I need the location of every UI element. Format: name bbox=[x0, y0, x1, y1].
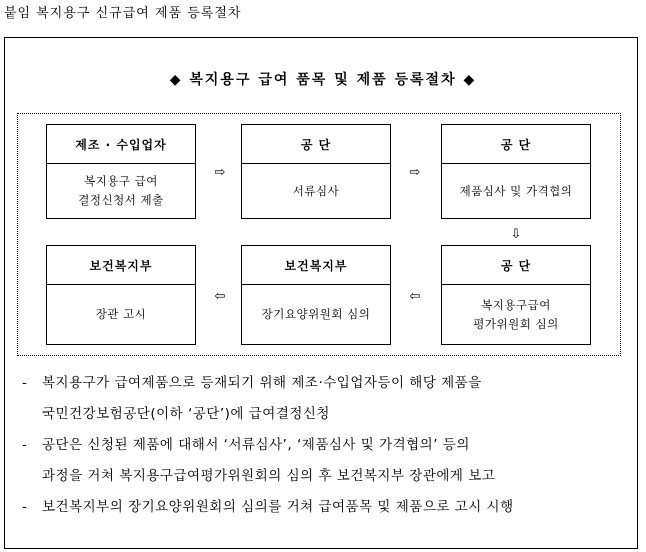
attachment-heading: 붙임 복지용구 신규급여 제품 등록절차 bbox=[4, 6, 242, 21]
step-box-text: 복지용구 급여 bbox=[84, 174, 158, 188]
step-box-head: 보건복지부 bbox=[242, 246, 390, 285]
step-box-head: 보건복지부 bbox=[47, 246, 195, 285]
step-box-text: 장기요양위원회 심의 bbox=[261, 307, 371, 321]
description-text: 보건복지부의 장기요양위원회의 심의를 거쳐 급여품목 및 제품으로 고시 시행 bbox=[42, 499, 514, 515]
description-text: 국민건강보험공단(이하 ‘공단’)에 급여결정신청 bbox=[42, 406, 330, 422]
description-line bbox=[22, 399, 632, 430]
step-box-applicant bbox=[46, 124, 196, 219]
right-arrow-icon: ⇨ bbox=[214, 164, 226, 180]
bullet-dash: - bbox=[22, 437, 28, 453]
bullet-dash: - bbox=[22, 375, 28, 391]
step-box-evaluation-committee bbox=[441, 245, 591, 345]
step-box-document-review bbox=[241, 124, 391, 219]
step-box-text: 결정신청서 제출 bbox=[78, 193, 164, 207]
step-box-head: 공 단 bbox=[242, 125, 390, 164]
step-box-minister-notice bbox=[46, 245, 196, 345]
step-box-text: 제품심사 및 가격협의 bbox=[459, 183, 573, 198]
step-box-text: 복지용구급여 bbox=[481, 297, 551, 312]
step-box-head: 제조 · 수입업자 bbox=[47, 125, 195, 164]
description-item bbox=[22, 430, 632, 492]
description-line bbox=[22, 368, 632, 399]
bullet-dash: - bbox=[22, 499, 28, 515]
description-item bbox=[22, 368, 632, 430]
step-box-body bbox=[442, 285, 590, 344]
description-line bbox=[22, 492, 632, 523]
step-box-body bbox=[242, 285, 390, 344]
description-item bbox=[22, 492, 632, 523]
step-box-text: 서류심사 bbox=[292, 183, 340, 198]
left-arrow-icon: ⇦ bbox=[214, 288, 226, 304]
step-box-body bbox=[47, 164, 195, 218]
left-arrow-icon: ⇦ bbox=[409, 288, 421, 304]
step-box-body bbox=[47, 285, 195, 344]
description-text: 복지용구가 급여제품으로 등재되기 위해 제조·수입업자등이 해당 제품을 bbox=[42, 375, 482, 391]
step-box-body bbox=[442, 164, 590, 218]
step-box-text: 장관 고시 bbox=[95, 307, 147, 321]
description-text: 과정을 거쳐 복지용구급여평가위원회의 심의 후 보건복지부 장관에게 보고 bbox=[42, 468, 496, 484]
step-box-head: 공 단 bbox=[442, 246, 590, 285]
diagram-title: ◆ 복지용구 급여 품목 및 제품 등록절차 ◆ bbox=[169, 72, 477, 88]
description-line bbox=[22, 461, 632, 492]
right-arrow-icon: ⇨ bbox=[409, 164, 421, 180]
description-line bbox=[22, 430, 632, 461]
description-text: 공단은 신청된 제품에 대해서 ‘서류심사’, ‘제품심사 및 가격협의’ 등의 bbox=[42, 437, 470, 453]
down-arrow-icon: ⇩ bbox=[510, 226, 522, 242]
step-box-body bbox=[242, 164, 390, 218]
step-box-text: 평가위원회 심의 bbox=[473, 316, 559, 331]
step-box-head: 공 단 bbox=[442, 125, 590, 164]
step-box-committee-review bbox=[241, 245, 391, 345]
step-box-product-review bbox=[441, 124, 591, 219]
